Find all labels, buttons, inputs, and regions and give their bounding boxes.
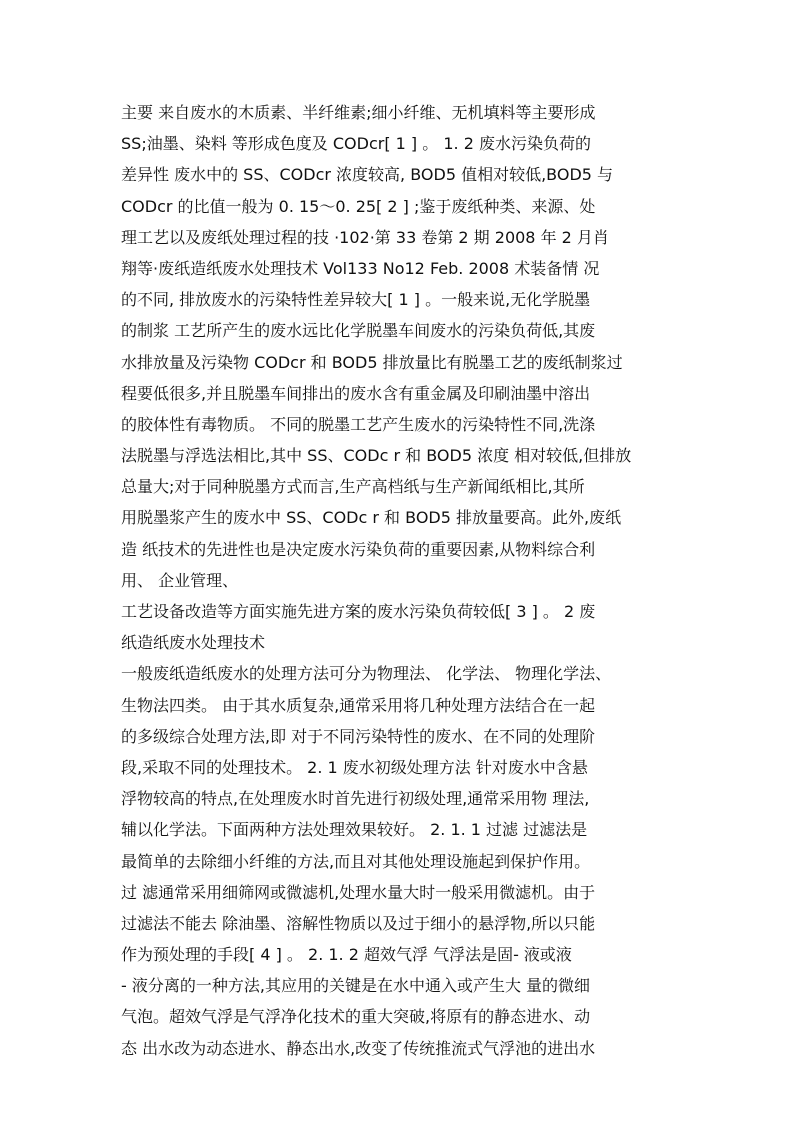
text-line: 最简单的去除细小纤维的方法,而且对其他处理设施起到保护作用。 [121, 851, 591, 871]
text-line: - 液分离的一种方法,其应用的关键是在水中通入或产生大 量的微细 [121, 976, 591, 996]
text-line: 法脱墨与浮选法相比,其中 SS、CODc r 和 BOD5 浓度 相对较低,但排放 [121, 446, 632, 466]
text-line: 水排放量及污染物 CODcr 和 BOD5 排放量比有脱墨工艺的废纸制浆过 [121, 352, 623, 372]
text-line: 总量大;对于同种脱墨方式而言,生产高档纸与生产新闻纸相比,其所 [121, 477, 585, 497]
text-line: 辅以化学法。下面两种方法处理效果较好。 2. 1. 1 过滤 过滤法是 [121, 820, 588, 840]
text-line: 态 出水改为动态进水、静态出水,改变了传统推流式气浮池的进出水 [121, 1038, 596, 1058]
text-line: 的多级综合处理方法,即 对于不同污染特性的废水、在不同的处理阶 [121, 726, 596, 746]
text-line: 工艺设备改造等方面实施先进方案的废水污染负荷较低[ 3 ] 。 2 废 [121, 602, 596, 621]
text-line: 翔等·废纸造纸废水处理技术 Vol133 No12 Feb. 2008 术装备情 况 [121, 258, 600, 278]
text-line: 过 滤通常采用细筛网或微滤机,处理水量大时一般采用微滤机。由于 [121, 882, 596, 902]
text-line: CODcr 的比值一般为 0. 15～0. 25[ 2 ] ;鉴于废纸种类、来源、处 [121, 196, 596, 216]
text-line: 浮物较高的特点,在处理废水时首先进行初级处理,通常采用物 理法, [121, 789, 590, 809]
text-line: 程要低很多,并且脱墨车间排出的废水含有重金属及印刷油墨中溶出 [121, 383, 591, 403]
text-line: 用脱墨浆产生的废水中 SS、CODc r 和 BOD5 排放量要高。此外,废纸 [121, 508, 622, 528]
text-line: 段,采取不同的处理技术。 2. 1 废水初级处理方法 针对废水中含悬 [121, 757, 588, 777]
body-text [121, 97, 691, 1064]
text-line: 生物法四类。 由于其水质复杂,通常采用将几种处理方法结合在一起 [121, 695, 596, 715]
text-line: 造 纸技术的先进性也是决定废水污染负荷的重要因素,从物料综合利 [121, 539, 596, 559]
text-line: SS;油墨、染料 等形成色度及 CODcr[ 1 ] 。 1. 2 废水污染负荷的 [121, 134, 591, 154]
text-line: 理工艺以及废纸处理过程的技 ·102·第 33 卷第 2 期 2008 年 2 月肖 [121, 227, 609, 247]
text-line: 气泡。超效气浮是气浮净化技术的重大突破,将原有的静态进水、动 [121, 1007, 591, 1027]
text-line: 纸造纸废水处理技术 [121, 633, 266, 653]
text-line: 主要 来自废水的木质素、半纤维素;细小纤维、无机填料等主要形成 [121, 103, 596, 122]
text-line: 差异性 废水中的 SS、CODcr 浓度较高, BOD5 值相对较低,BOD5 与 [121, 165, 614, 185]
text-line: 的制浆 工艺所产生的废水远比化学脱墨车间废水的污染负荷低,其废 [121, 321, 596, 341]
text-line: 过滤法不能去 除油墨、溶解性物质以及过于细小的悬浮物,所以只能 [121, 913, 596, 933]
text-line: 用、 企业管理、 [121, 570, 239, 590]
text-line: 的不同, 排放废水的污染特性差异较大[ 1 ] 。一般来说,无化学脱墨 [121, 290, 591, 310]
text-line: 一般废纸造纸废水的处理方法可分为物理法、 化学法、 物理化学法、 [121, 664, 612, 684]
text-line: 作为预处理的手段[ 4 ] 。 2. 1. 2 超效气浮 气浮法是固- 液或液 [121, 945, 572, 965]
text-line: 的胶体性有毒物质。 不同的脱墨工艺产生废水的污染特性不同,洗涤 [121, 414, 596, 434]
